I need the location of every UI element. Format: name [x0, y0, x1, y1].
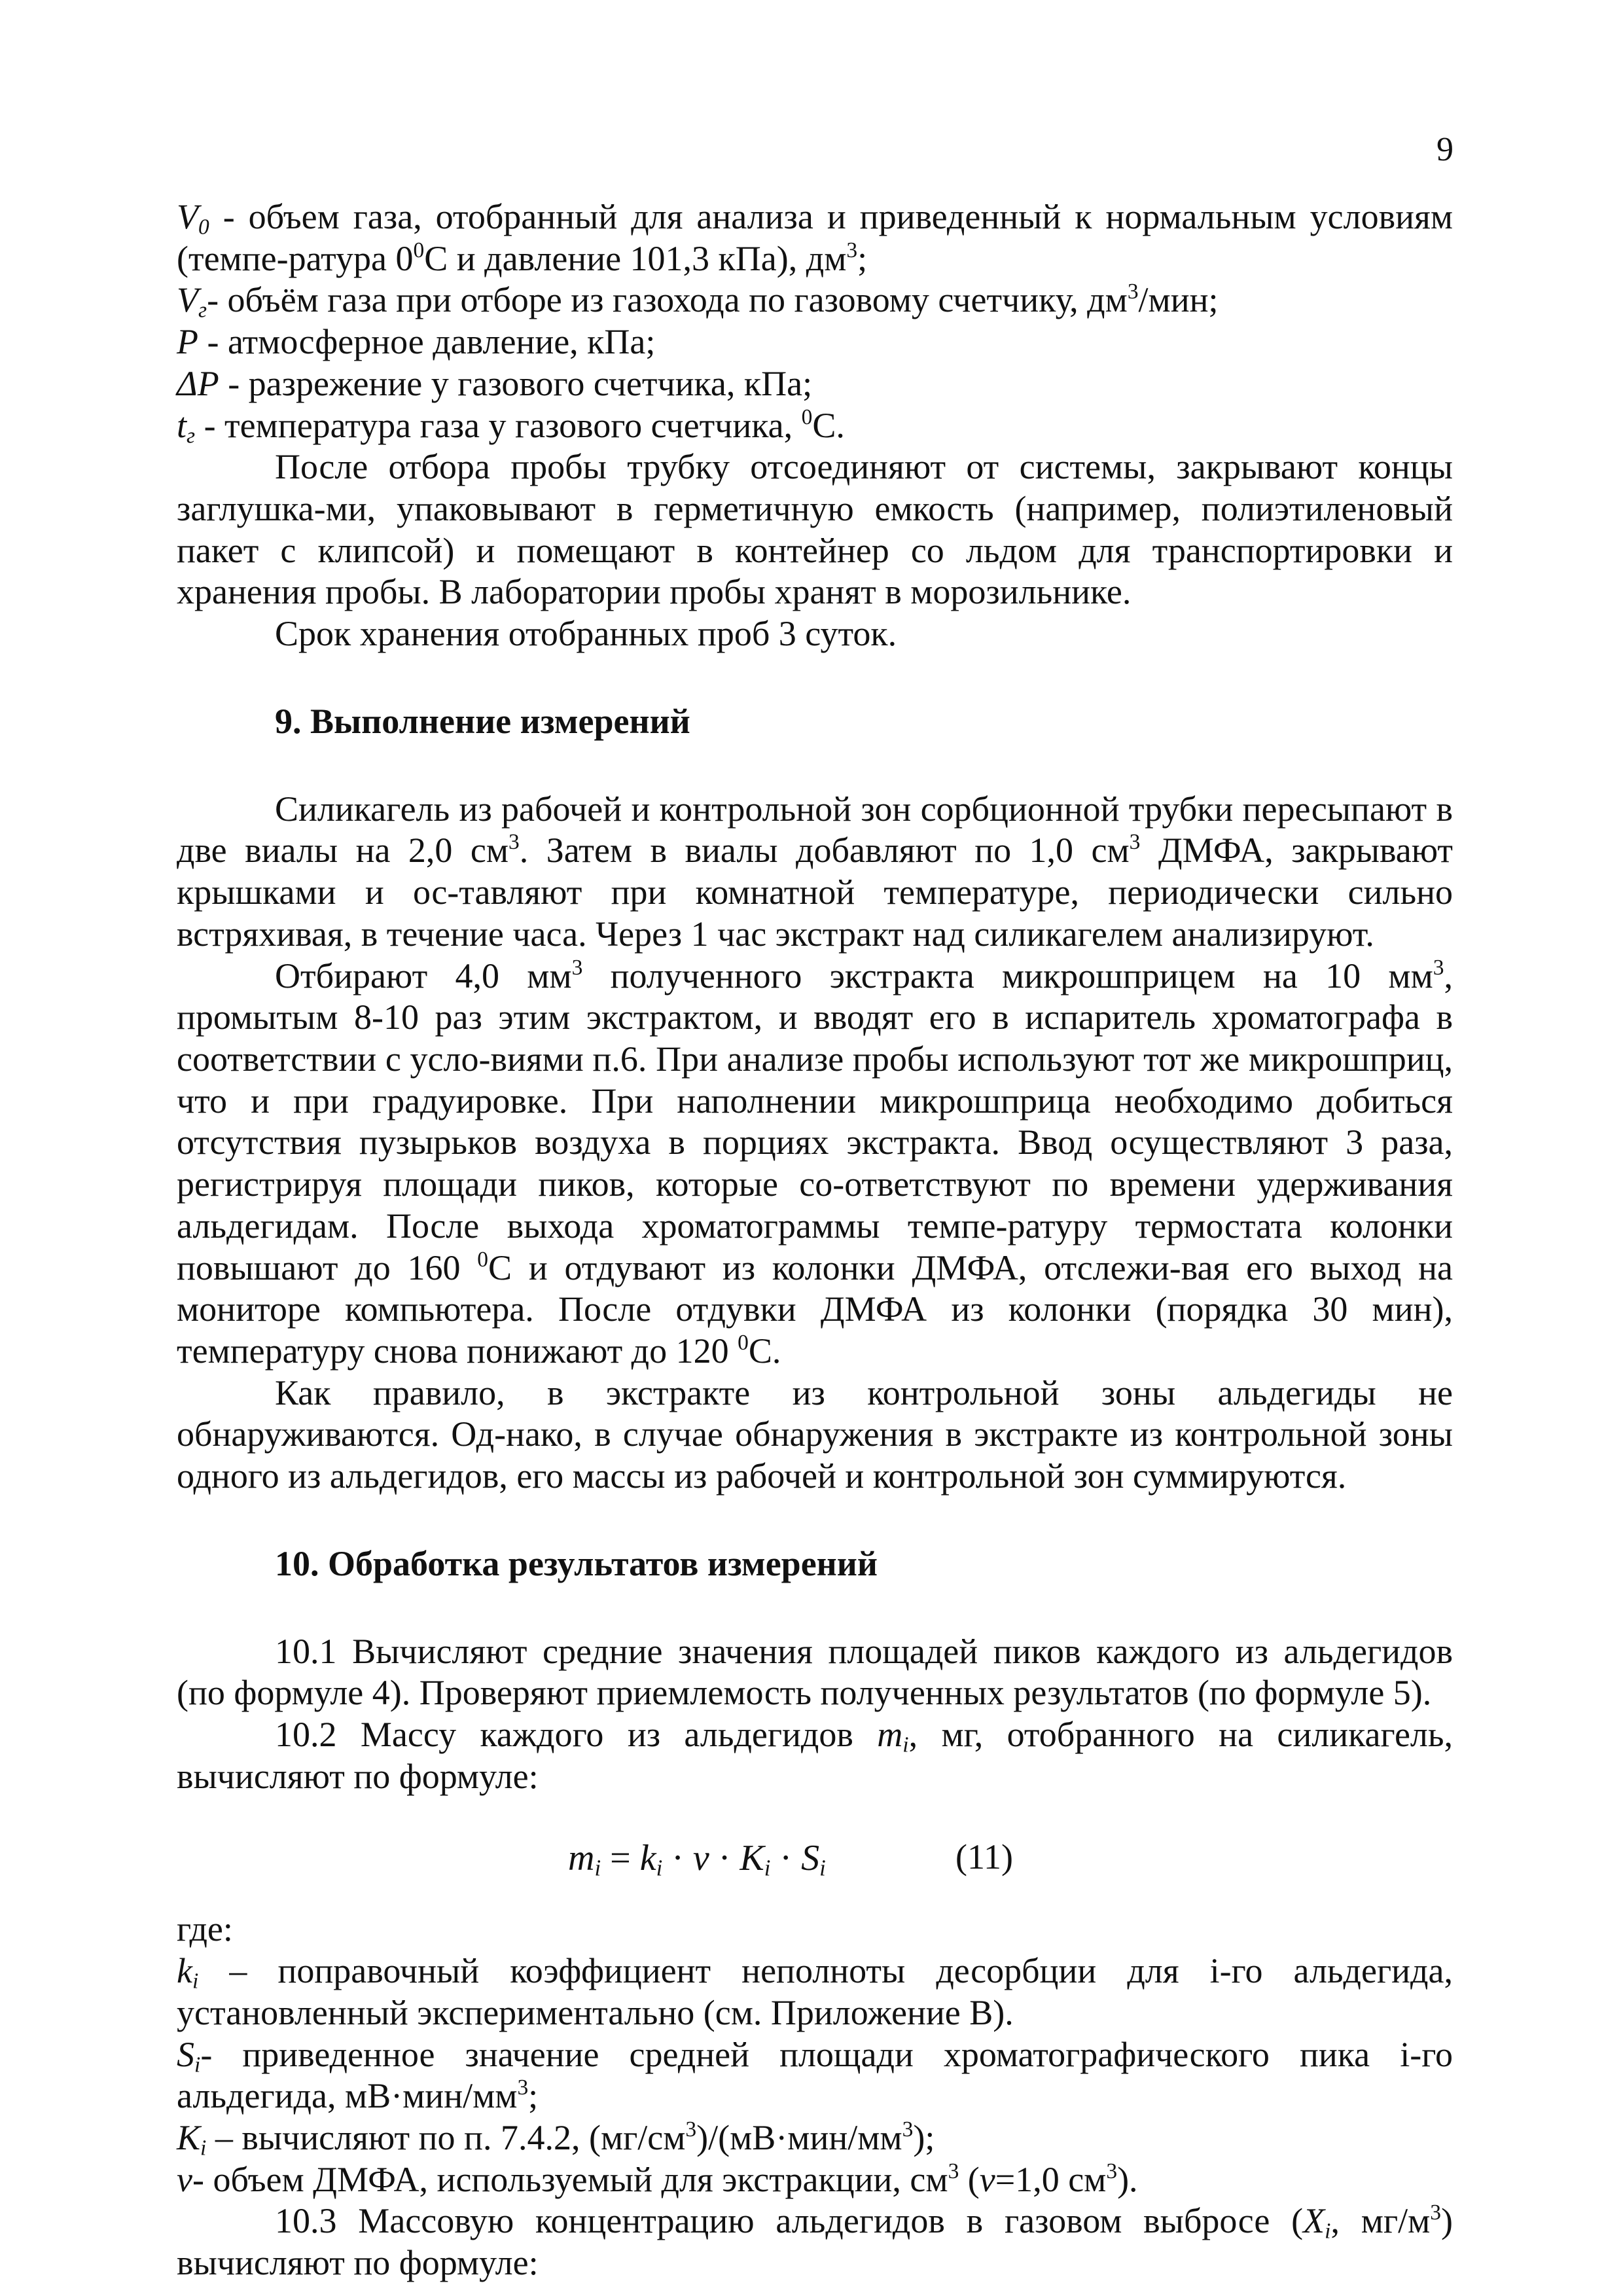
definition-p: P - атмосферное давление, кПа; — [177, 322, 656, 362]
definition-tg: $t_г$ - температура газа у газового счетчика, $^0$С. — [177, 404, 845, 448]
section-10-paragraph-3: 10.3 Массовую концентрацию альдегидов в газовом выбросе ($X_i$, $мг/м^3$) вычисляют по формуле: — [177, 2200, 1454, 2283]
page-number: 9 — [1436, 131, 1454, 168]
section-10-heading: 10. Обработка результатов измерений — [275, 1543, 878, 1583]
formula-expression: $m_i = k_i \cdot v \cdot K_i \cdot S_i$ — [568, 1838, 826, 1882]
where-label: где: — [177, 1909, 233, 1949]
definition-vg: $V_г-$ объём газа при отборе из газохода по газовому счетчику, $дм^3$/мин; — [177, 279, 1219, 323]
section-9-paragraph-1: Силикагель из рабочей и контрольной зон сорбционной трубки пересыпают в две виалы на 2,0 $см^3$. Затем в виалы добавляют по 1,0 $см^3$ ДМФА, закрывают крышками и ос-тавляют при комнатной температуре, периодически сильно встряхивая, в течение часа. Через 1 час экстракт над силикагелем анализируют. — [177, 789, 1453, 954]
paragraph-after-sampling: После отбора пробы трубку отсоединяют от системы, закрывают концы заглушка-ми, упаковывают в герметичную емкость (например, полиэтиленовый пакет с клипсой) и помещают в контейнер со льдом для транспортировки и хранения пробы. В лаборатории пробы хранят в морозильнике. — [177, 447, 1453, 612]
formula-11 — [177, 1823, 1453, 1889]
section-9-heading: 9. Выполнение измерений — [275, 701, 690, 741]
page-content — [177, 196, 1453, 2284]
formula-number: (11) — [955, 1837, 1013, 1877]
definition-v: v- объем ДМФА, используемый для экстракции, $см^3$ (v=1,0 $см^3$). — [177, 2159, 1138, 2199]
paragraph-storage: Срок хранения отобранных проб 3 суток. — [275, 614, 897, 654]
section-9-paragraph-2: Отбирают 4,0 $мм^3$ полученного экстракта микрошприцем на 10 $мм^3$, промытым 8-10 раз этим экстрактом, и вводят его в испаритель хроматографа в соответствии с усло-виями п.6. При анализе пробы используют тот же микрошприц, что и при градуировке. При наполнении микрошприца необходимо добиться отсутствия пузырьков воздуха в порциях экстракта. Ввод осуществляют 3 раза, регистрируя площади пиков, которые со-ответствуют по времени удерживания альдегидам. После выхода хроматограммы темпе-ратуру термостата колонки повышают до 160 $^0$С и отдувают из колонки ДМФА, отслежи-вая его выход на мониторе компьютера. После отдувки ДМФА из колонки (порядка 30 мин), температуру снова понижают до 120 $^0$С. — [177, 955, 1453, 1371]
definition-Ki: $K_i$ – вычисляют по п. 7.4.2, $(мг/см^3)/(мВ\cdot мин/мм^3)$; — [177, 2117, 935, 2161]
definition-v0: $V_0$ - объем газа, отобранный для анализа и приведенный к нормальным условиям (темпе-ратура $0^0С$ и давление 101,3 кПа), $дм^3$; — [177, 197, 1453, 278]
section-10-paragraph-1: 10.1 Вычисляют средние значения площадей пиков каждого из альдегидов (по формуле 4). Проверяют приемлемость полученных результатов (по формуле 5). — [177, 1631, 1453, 1713]
definition-si: $S_i-$ приведенное значение средней площади хроматографического пика i-го альдегида, $мВ\cdot мин/мм^3$; — [177, 2034, 1453, 2116]
section-9-paragraph-3: Как правило, в экстракте из контрольной зоны альдегиды не обнаруживаются. Од-нако, в случае обнаружения в экстракте из контрольной зоны одного из альдегидов, его массы из рабочей и контрольной зон суммируются. — [177, 1372, 1453, 1496]
definition-ki: $k_i$ – поправочный коэффициент неполноты десорбции для i-го альдегида, установленный экспериментально (см. Приложение В). — [177, 1951, 1453, 2032]
section-10-paragraph-2: 10.2 Массу каждого из альдегидов $m_i$, мг, отобранного на силикагель, вычисляют по формуле: — [177, 1715, 1453, 1796]
definition-delta-p: ΔP - разрежение у газового счетчика, кПа; — [177, 363, 813, 403]
